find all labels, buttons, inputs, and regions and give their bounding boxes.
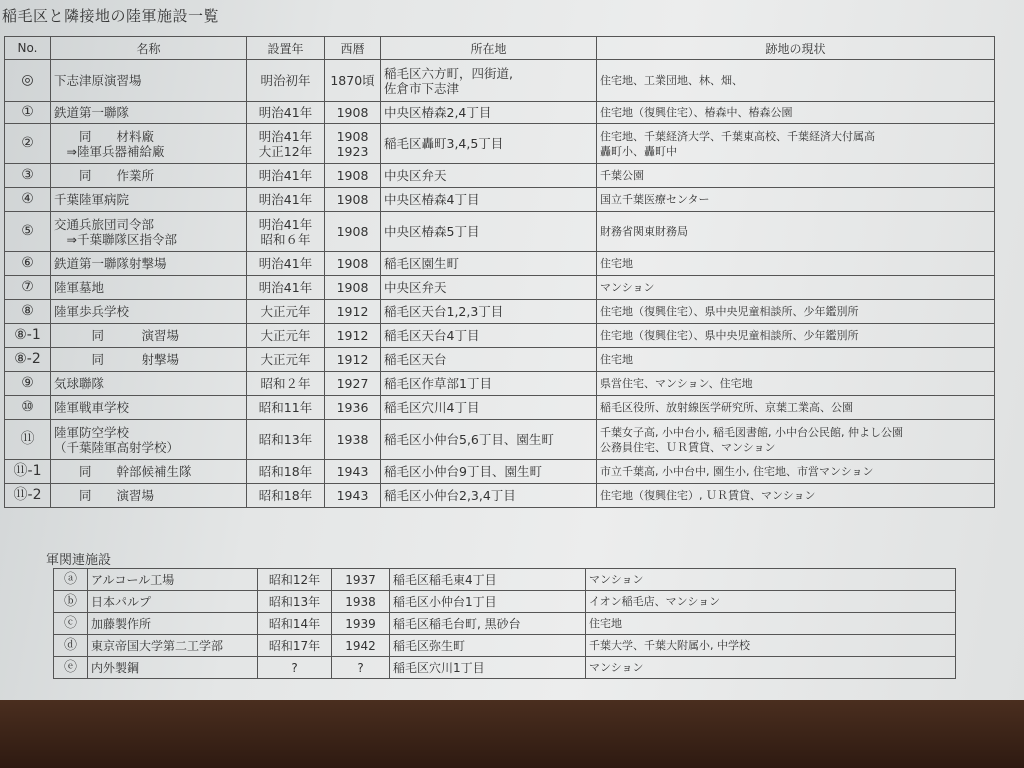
- cell-western-line: 1908: [336, 168, 369, 183]
- cell-location: [381, 60, 597, 102]
- cell-established: [247, 484, 325, 508]
- cell-location-line: 稲毛区作草部1丁目: [384, 376, 492, 391]
- cell-western: 1937: [332, 569, 390, 591]
- cell-western: [325, 420, 381, 460]
- cell-current: イオン稲毛店、マンション: [586, 591, 956, 613]
- cell-location-line: 稲毛区天台4丁目: [384, 328, 480, 343]
- related-title: 軍関連施設: [46, 553, 112, 568]
- cell-western-line: 1938: [336, 432, 369, 447]
- cell-established-line: 昭和13年: [258, 432, 313, 447]
- header-name: 名称: [51, 37, 247, 60]
- cell-current-line: 住宅地、工業団地、林、畑、: [600, 74, 743, 87]
- cell-name: [51, 212, 247, 252]
- cell-name: [51, 300, 247, 324]
- cell-western-line: 1912: [336, 328, 369, 343]
- cell-established: [247, 252, 325, 276]
- cell-current: 住宅地: [586, 613, 956, 635]
- cell-name: [51, 324, 247, 348]
- cell-name-line: 同 幹部候補生隊: [54, 464, 192, 479]
- facilities-body: [5, 60, 995, 508]
- cell-western: [325, 102, 381, 124]
- cell-established-line: 昭和11年: [258, 400, 313, 415]
- cell-established: [247, 372, 325, 396]
- cell-location-line: 稲毛区天台1,2,3丁目: [384, 304, 504, 319]
- cell-location-line: 中央区椿森4丁目: [384, 192, 480, 207]
- cell-western: [325, 348, 381, 372]
- table-row: [5, 372, 995, 396]
- cell-western: [325, 484, 381, 508]
- cell-established-line: 大正元年: [260, 304, 311, 319]
- cell-name: [51, 102, 247, 124]
- cell-established-line: 明治41年: [258, 256, 313, 271]
- cell-current: [597, 252, 995, 276]
- table-row: [5, 396, 995, 420]
- cell-western-line: 1912: [336, 304, 369, 319]
- cell-no: ⑨: [5, 372, 51, 396]
- cell-location: [381, 164, 597, 188]
- cell-location: [381, 276, 597, 300]
- table-row: [5, 324, 995, 348]
- cell-location: [381, 396, 597, 420]
- cell-established: [247, 124, 325, 164]
- cell-current-line: 財務省関東財務局: [600, 225, 688, 238]
- cell-established: [247, 420, 325, 460]
- table-row: [5, 300, 995, 324]
- cell-western: [325, 188, 381, 212]
- cell-name-line: 同 作業所: [54, 168, 155, 183]
- cell-established-line: 大正元年: [260, 328, 311, 343]
- cell-location-line: 稲毛区天台: [384, 352, 447, 367]
- cell-current-line: 住宅地、千葉経済大学、千葉東高校、千葉経済大付属高: [600, 129, 875, 143]
- header-location: 所在地: [381, 37, 597, 60]
- cell-established: [247, 102, 325, 124]
- cell-name-line: ⇒千葉聯隊区指令部: [54, 231, 177, 247]
- cell-current-line: マンション: [600, 281, 655, 294]
- cell-established-line: 明治41年: [258, 168, 313, 183]
- cell-no: ⑪-2: [5, 484, 51, 508]
- cell-location: 稲毛区稲毛台町, 黒砂台: [390, 613, 586, 635]
- cell-no: ⑦: [5, 276, 51, 300]
- cell-established: [247, 460, 325, 484]
- cell-name: [51, 396, 247, 420]
- wooden-shelf: [0, 700, 1024, 768]
- cell-location-line: 稲毛区小仲台5,6丁目、園生町: [384, 432, 554, 447]
- cell-name: 内外製鋼: [88, 657, 258, 679]
- cell-western: [325, 460, 381, 484]
- header-current: 跡地の現状: [597, 37, 995, 60]
- table-header-row: [5, 37, 995, 60]
- cell-established-line: 大正元年: [260, 352, 311, 367]
- cell-location: [381, 420, 597, 460]
- cell-name-line: 交通兵旅団司令部: [54, 216, 155, 232]
- cell-location: [381, 102, 597, 124]
- page-title: 稲毛区と隣接地の陸軍施設一覧: [2, 7, 220, 25]
- table-row: [5, 484, 995, 508]
- cell-no: ⓑ: [54, 591, 88, 613]
- cell-western: [325, 372, 381, 396]
- cell-no: ②: [5, 124, 51, 164]
- cell-established: 昭和17年: [258, 635, 332, 657]
- cell-current: [597, 102, 995, 124]
- cell-no: ⓒ: [54, 613, 88, 635]
- cell-western-line: 1927: [336, 376, 369, 391]
- cell-no: ⓓ: [54, 635, 88, 657]
- cell-location-line: 稲毛区轟町3,4,5丁目: [384, 136, 504, 151]
- cell-current: 千葉大学、千葉大附属小, 中学校: [586, 635, 956, 657]
- cell-current: [597, 460, 995, 484]
- cell-western: [325, 124, 381, 164]
- cell-western: [325, 60, 381, 102]
- table-row: [5, 164, 995, 188]
- cell-established: [247, 324, 325, 348]
- cell-established-line: 昭和18年: [258, 464, 313, 479]
- cell-name-line: 同 演習場: [54, 488, 155, 503]
- cell-no: ⑧-2: [5, 348, 51, 372]
- cell-established: 昭和12年: [258, 569, 332, 591]
- cell-established-line: 大正12年: [258, 143, 313, 159]
- cell-current-line: 住宅地（復興住宅）、県中央児童相談所、少年鑑別所: [600, 329, 859, 342]
- cell-western-line: 1908: [336, 280, 369, 295]
- cell-western-line: 1908: [336, 128, 369, 144]
- cell-western: [325, 212, 381, 252]
- cell-name-line: 陸軍戦車学校: [54, 400, 130, 415]
- cell-current-line: 住宅地（復興住宅）、椿森中、椿森公園: [600, 106, 793, 119]
- cell-current-line: 轟町小、轟町中: [600, 144, 677, 158]
- cell-location: [381, 212, 597, 252]
- table-row: [5, 348, 995, 372]
- table-row: [54, 591, 956, 613]
- cell-no: ⑩: [5, 396, 51, 420]
- cell-established: [247, 60, 325, 102]
- cell-western: ?: [332, 657, 390, 679]
- cell-current: [597, 212, 995, 252]
- cell-western-line: 1908: [336, 256, 369, 271]
- cell-current-line: 住宅地: [600, 257, 633, 270]
- cell-location: 稲毛区穴川1丁目: [390, 657, 586, 679]
- cell-name: [51, 372, 247, 396]
- cell-established: [247, 188, 325, 212]
- cell-location-line: 佐倉市下志津: [384, 80, 460, 96]
- cell-name: 加藤製作所: [88, 613, 258, 635]
- cell-current-line: 公務員住宅、ＵＲ賃貸、マンション: [600, 440, 776, 454]
- cell-established-line: 昭和２年: [260, 376, 311, 391]
- cell-established: [247, 212, 325, 252]
- header-no: No.: [5, 37, 51, 60]
- cell-established: [247, 300, 325, 324]
- cell-western: 1942: [332, 635, 390, 657]
- cell-current: マンション: [586, 569, 956, 591]
- cell-location: [381, 188, 597, 212]
- cell-current: [597, 300, 995, 324]
- cell-location: [381, 300, 597, 324]
- cell-established: 昭和14年: [258, 613, 332, 635]
- cell-western: 1938: [332, 591, 390, 613]
- facilities-table: [4, 36, 995, 508]
- cell-current: [597, 164, 995, 188]
- cell-name: 東京帝国大学第二工学部: [88, 635, 258, 657]
- cell-no: ⓐ: [54, 569, 88, 591]
- cell-location-line: 稲毛区六方町，四街道,: [384, 65, 513, 81]
- table-row: [5, 212, 995, 252]
- cell-western: 1939: [332, 613, 390, 635]
- cell-name-line: 同 射撃場: [54, 352, 180, 367]
- cell-established: [247, 276, 325, 300]
- cell-current: [597, 60, 995, 102]
- cell-location: 稲毛区弥生町: [390, 635, 586, 657]
- cell-name-line: 陸軍防空学校: [54, 424, 130, 440]
- cell-name: [51, 164, 247, 188]
- cell-established-line: 明治41年: [258, 280, 313, 295]
- cell-name: [51, 348, 247, 372]
- cell-established-line: 明治41年: [258, 192, 313, 207]
- cell-current: [597, 188, 995, 212]
- cell-name-line: 陸軍墓地: [54, 280, 105, 295]
- header-western: 西暦: [325, 37, 381, 60]
- cell-established-line: 明治41年: [258, 105, 313, 120]
- cell-western-line: 1923: [336, 143, 369, 159]
- cell-location: [381, 484, 597, 508]
- cell-name: [51, 188, 247, 212]
- cell-established: ?: [258, 657, 332, 679]
- header-established: 設置年: [247, 37, 325, 60]
- cell-western-line: 1943: [336, 464, 369, 479]
- cell-location-line: 中央区弁天: [384, 280, 447, 295]
- table-row: [5, 460, 995, 484]
- cell-location: [381, 124, 597, 164]
- cell-western-line: 1912: [336, 352, 369, 367]
- cell-no: ⑪-1: [5, 460, 51, 484]
- cell-name: [51, 460, 247, 484]
- cell-location: [381, 372, 597, 396]
- cell-western-line: 1908: [336, 192, 369, 207]
- cell-no: ⓔ: [54, 657, 88, 679]
- cell-western-line: 1908: [336, 224, 369, 239]
- related-table: [53, 568, 956, 679]
- cell-location: 稲毛区稲毛東4丁目: [390, 569, 586, 591]
- cell-western: [325, 300, 381, 324]
- cell-location: [381, 348, 597, 372]
- cell-name: [51, 276, 247, 300]
- table-row: [54, 569, 956, 591]
- cell-no: ①: [5, 102, 51, 124]
- cell-current: [597, 348, 995, 372]
- cell-no: ◎: [5, 60, 51, 102]
- cell-current-line: 住宅地（復興住宅）、県中央児童相談所、少年鑑別所: [600, 305, 859, 318]
- cell-western: [325, 396, 381, 420]
- table-row: [5, 276, 995, 300]
- cell-current-line: 住宅地（復興住宅）, ＵＲ賃貸、マンション: [600, 489, 816, 502]
- cell-location-line: 稲毛区穴川4丁目: [384, 400, 480, 415]
- cell-location-line: 中央区椿森5丁目: [384, 224, 480, 239]
- cell-western-line: 1943: [336, 488, 369, 503]
- cell-western: [325, 324, 381, 348]
- cell-established: [247, 396, 325, 420]
- cell-current: [597, 420, 995, 460]
- table-row: [5, 60, 995, 102]
- cell-no: ⑥: [5, 252, 51, 276]
- cell-western-line: 1908: [336, 105, 369, 120]
- cell-established: 昭和13年: [258, 591, 332, 613]
- table-row: [54, 657, 956, 679]
- cell-name-line: 下志津原演習場: [54, 73, 142, 88]
- table-row: [54, 635, 956, 657]
- cell-established: [247, 164, 325, 188]
- cell-current: [597, 124, 995, 164]
- cell-no: ⑧: [5, 300, 51, 324]
- cell-name: アルコール工場: [88, 569, 258, 591]
- cell-no: ⑪: [5, 420, 51, 460]
- related-body: [54, 569, 956, 679]
- cell-location-line: 中央区弁天: [384, 168, 447, 183]
- cell-name-line: 気球聯隊: [54, 376, 105, 391]
- cell-location: 稲毛区小仲台1丁目: [390, 591, 586, 613]
- cell-current: [597, 372, 995, 396]
- table-row: [5, 420, 995, 460]
- cell-current-line: 国立千葉医療センター: [600, 193, 710, 206]
- cell-name: [51, 484, 247, 508]
- cell-current-line: 県営住宅、マンション、住宅地: [600, 377, 753, 390]
- cell-current-line: 市立千葉高, 小中台中, 園生小, 住宅地、市営マンション: [600, 465, 874, 478]
- cell-western-line: 1870頃: [330, 73, 375, 88]
- cell-location-line: 稲毛区小仲台2,3,4丁目: [384, 488, 516, 503]
- cell-name-line: 同 材料廠: [54, 128, 155, 144]
- cell-current-line: 住宅地: [600, 353, 633, 366]
- cell-established-line: 昭和18年: [258, 488, 313, 503]
- cell-location-line: 中央区椿森2,4丁目: [384, 105, 492, 120]
- cell-established: [247, 348, 325, 372]
- cell-no: ⑧-1: [5, 324, 51, 348]
- table-row: [5, 124, 995, 164]
- cell-current: [597, 276, 995, 300]
- cell-name: [51, 60, 247, 102]
- cell-western: [325, 164, 381, 188]
- cell-name-line: 鉄道第一聯隊: [54, 105, 130, 120]
- table-row: [54, 613, 956, 635]
- cell-name-line: ⇒陸軍兵器補給廠: [54, 143, 165, 159]
- cell-name: 日本パルプ: [88, 591, 258, 613]
- cell-name-line: 鉄道第一聯隊射撃場: [54, 256, 167, 271]
- cell-location: [381, 460, 597, 484]
- cell-location-line: 稲毛区園生町: [384, 256, 460, 271]
- cell-established-line: 昭和６年: [260, 231, 311, 247]
- cell-location: [381, 252, 597, 276]
- table-row: [5, 102, 995, 124]
- cell-established-line: 明治41年: [258, 216, 313, 232]
- cell-current: [597, 484, 995, 508]
- cell-established-line: 明治41年: [258, 128, 313, 144]
- cell-current-line: 千葉女子高, 小中台小, 稲毛図書館, 小中台公民館, 仲よし公園: [600, 425, 903, 439]
- cell-name-line: （千葉陸軍高射学校）: [54, 439, 180, 455]
- table-row: [5, 252, 995, 276]
- cell-name-line: 同 演習場: [54, 328, 180, 343]
- cell-western-line: 1936: [336, 400, 369, 415]
- cell-current-line: 千葉公園: [600, 169, 644, 182]
- cell-no: ④: [5, 188, 51, 212]
- cell-location: [381, 324, 597, 348]
- cell-current: マンション: [586, 657, 956, 679]
- cell-location-line: 稲毛区小仲台9丁目、園生町: [384, 464, 542, 479]
- cell-current-line: 稲毛区役所、放射線医学研究所、京葉工業高、公園: [600, 401, 853, 414]
- cell-current: [597, 324, 995, 348]
- cell-western: [325, 252, 381, 276]
- cell-current: [597, 396, 995, 420]
- cell-name: [51, 420, 247, 460]
- cell-name: [51, 252, 247, 276]
- cell-no: ③: [5, 164, 51, 188]
- table-row: [5, 188, 995, 212]
- cell-no: ⑤: [5, 212, 51, 252]
- cell-western: [325, 276, 381, 300]
- cell-name-line: 陸軍歩兵学校: [54, 304, 130, 319]
- cell-name: [51, 124, 247, 164]
- cell-name-line: 千葉陸軍病院: [54, 192, 130, 207]
- cell-established-line: 明治初年: [260, 73, 311, 88]
